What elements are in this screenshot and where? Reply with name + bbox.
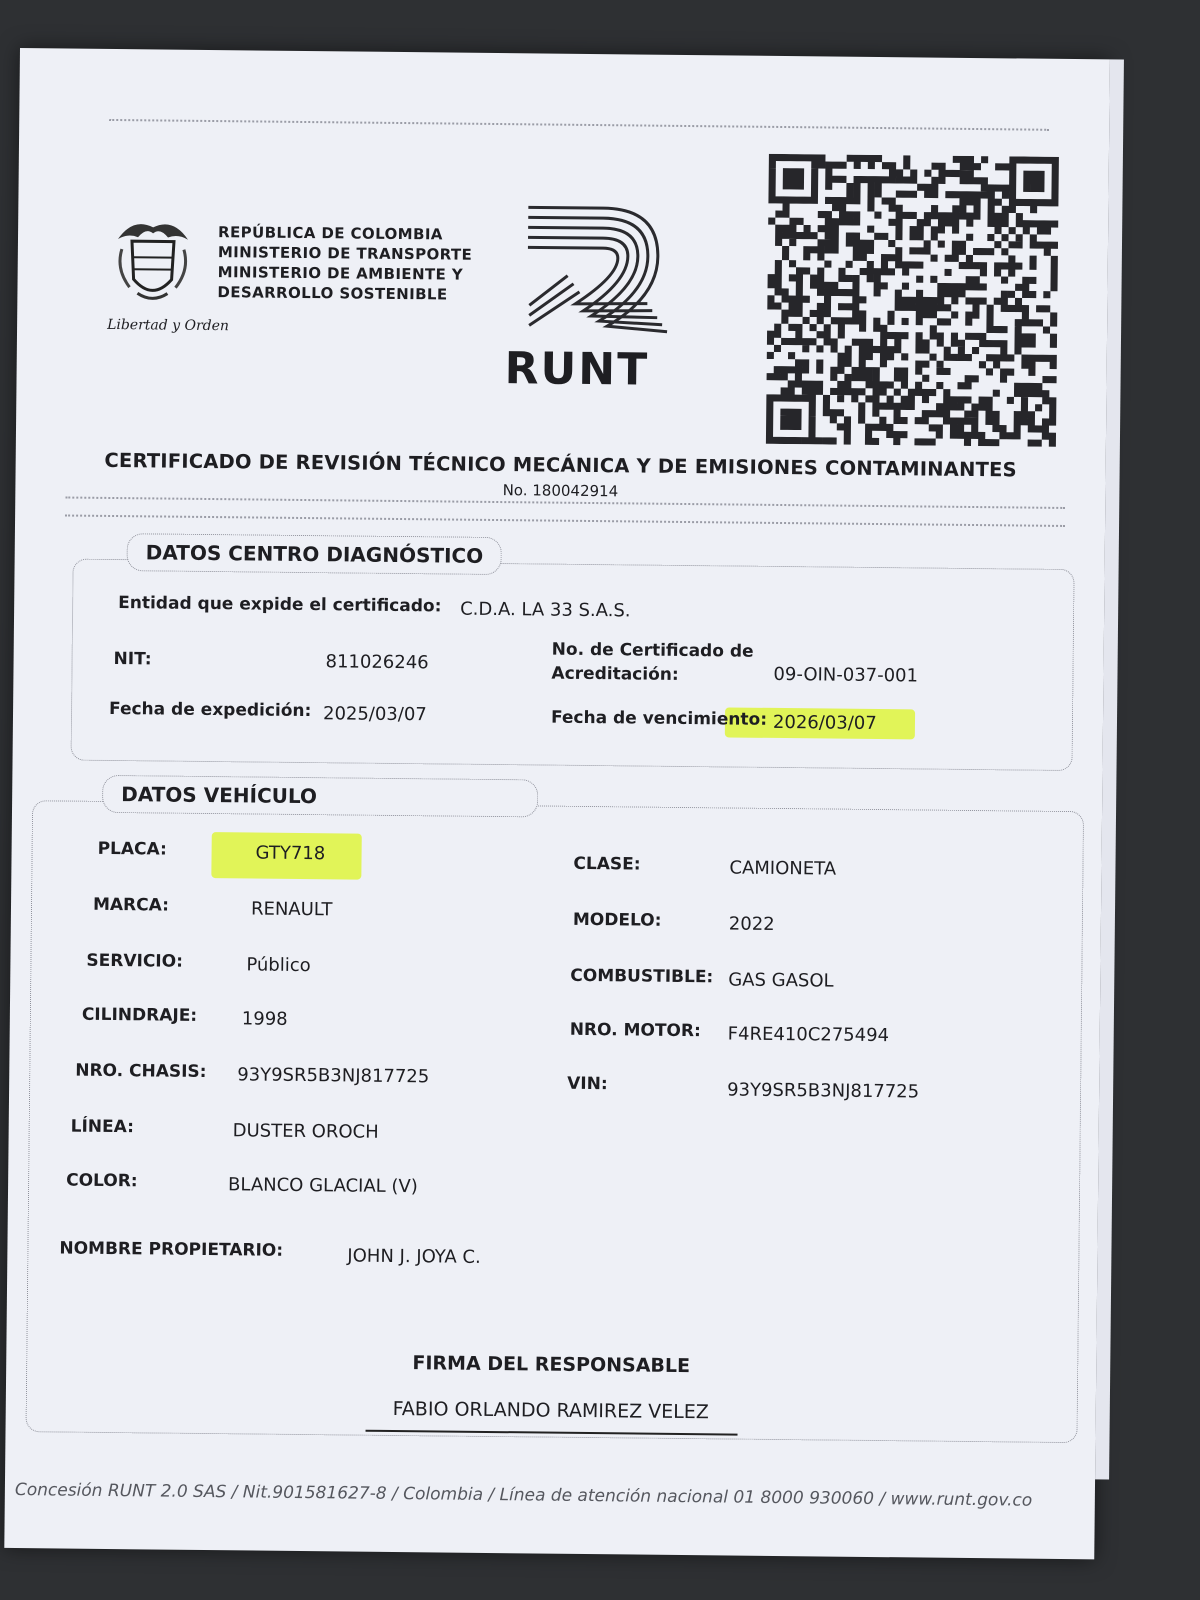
linea-label: LÍNEA: (70, 1116, 135, 1138)
certificate-title: CERTIFICADO DE REVISIÓN TÉCNICO MECÁNICA Y DE EMISIONES CONTAMINANTES (104, 448, 1017, 482)
vin-value: 93Y9SR5B3NJ817725 (727, 1079, 920, 1103)
vehiculo-section (26, 800, 1085, 1443)
nit-label: NIT: (113, 649, 152, 670)
runt-logo-text: RUNT (504, 343, 650, 396)
title-divider (65, 514, 1065, 526)
placa-label: PLACA: (97, 838, 167, 860)
certificate-number: No. 180042914 (502, 481, 619, 501)
coat-of-arms-icon (107, 209, 198, 310)
chasis-value: 93Y9SR5B3NJ817725 (237, 1064, 430, 1088)
gov-line: DESARROLLO SOSTENIBLE (217, 283, 448, 304)
gov-line: MINISTERIO DE TRANSPORTE (217, 243, 473, 264)
top-divider (109, 119, 1049, 131)
acreditacion-label: Acreditación: (551, 663, 679, 685)
runt-logo-icon (507, 185, 679, 347)
nit-value: 811026246 (325, 651, 429, 674)
gov-line: REPÚBLICA DE COLOMBIA (217, 223, 443, 244)
combustible-value: GAS GASOL (728, 969, 834, 992)
vencimiento-value: 2026/03/07 (772, 711, 877, 735)
acreditacion-value: 09-OIN-037-001 (773, 663, 919, 687)
signature-title: FIRMA DEL RESPONSABLE (412, 1352, 691, 1378)
modelo-value: 2022 (728, 913, 775, 935)
propietario-value: JOHN J. JOYA C. (347, 1245, 481, 1268)
modelo-label: MODELO: (572, 909, 662, 931)
clase-value: CAMIONETA (729, 857, 837, 880)
placa-value: GTY718 (255, 842, 326, 865)
vin-label: VIN: (567, 1073, 608, 1095)
cilindraje-label: CILINDRAJE: (81, 1004, 198, 1026)
qr-code-icon (761, 154, 1064, 447)
motor-value: F4RE410C275494 (727, 1023, 890, 1047)
entidad-label: Entidad que expide el certificado: (118, 593, 442, 617)
cilindraje-value: 1998 (241, 1008, 288, 1030)
signature-name: FABIO ORLANDO RAMIREZ VELEZ (392, 1397, 709, 1424)
certificate-paper (4, 48, 1110, 1559)
centro-heading: DATOS CENTRO DIAGNÓSTICO (127, 533, 503, 575)
motto: Libertad y Orden (107, 316, 230, 335)
chasis-label: NRO. CHASIS: (75, 1060, 207, 1083)
government-header (217, 222, 472, 305)
motor-label: NRO. MOTOR: (569, 1019, 701, 1042)
servicio-label: SERVICIO: (86, 950, 184, 972)
acreditacion-label: No. de Certificado de (551, 639, 754, 662)
color-value: BLANCO GLACIAL (V) (227, 1174, 418, 1198)
marca-label: MARCA: (92, 894, 170, 916)
expedicion-value: 2025/03/07 (322, 703, 427, 726)
expedicion-label: Fecha de expedición: (108, 698, 312, 722)
color-label: COLOR: (66, 1170, 138, 1192)
combustible-label: COMBUSTIBLE: (570, 965, 714, 988)
footer-text: Concesión RUNT 2.0 SAS / Nit.901581627-8 / Colombia / Línea de atención nacional 01 8000 930060 / www.runt.gov.co (14, 1480, 1033, 1511)
propietario-label: NOMBRE PROPIETARIO: (59, 1238, 284, 1261)
clase-label: CLASE: (573, 853, 641, 875)
servicio-value: Público (246, 954, 311, 977)
gov-line: MINISTERIO DE AMBIENTE Y (217, 263, 464, 284)
marca-value: RENAULT (250, 898, 333, 921)
linea-value: DUSTER OROCH (232, 1120, 379, 1143)
entidad-value: C.D.A. LA 33 S.A.S. (460, 598, 631, 622)
vehiculo-heading: DATOS VEHÍCULO (102, 775, 538, 818)
vencimiento-label: Fecha de vencimiento: (550, 707, 768, 730)
